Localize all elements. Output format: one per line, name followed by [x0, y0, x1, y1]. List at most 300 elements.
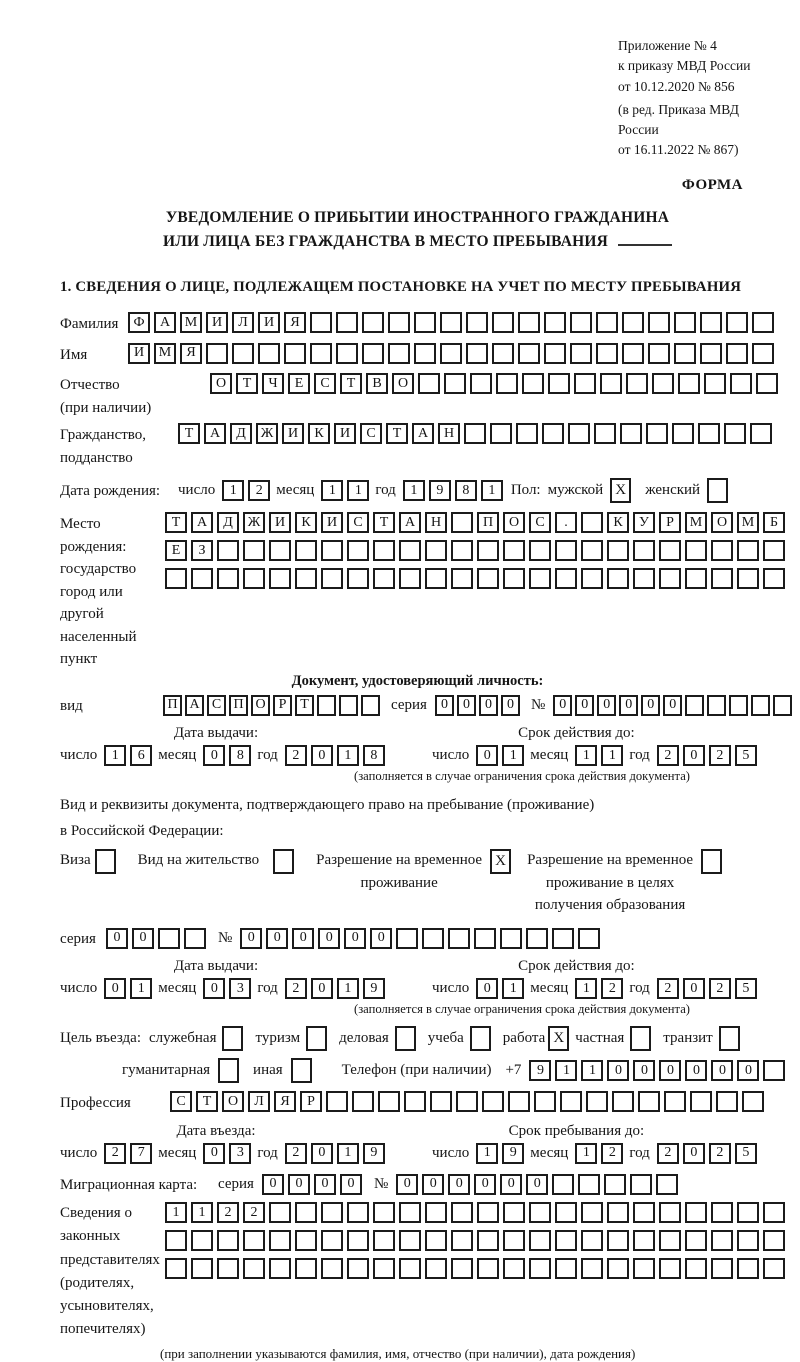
- char-cell[interactable]: [704, 373, 726, 394]
- char-cell[interactable]: 0: [659, 1060, 681, 1081]
- char-cell[interactable]: 0: [132, 928, 154, 949]
- char-cell[interactable]: [529, 1202, 551, 1223]
- char-cell[interactable]: 2: [709, 978, 731, 999]
- char-cell[interactable]: 2: [709, 745, 731, 766]
- char-cell[interactable]: [295, 540, 317, 561]
- char-cell[interactable]: 0: [476, 978, 498, 999]
- char-cell[interactable]: [711, 540, 733, 561]
- char-cell[interactable]: [503, 1230, 525, 1251]
- purpose-turizm-checkbox[interactable]: [306, 1026, 327, 1051]
- char-cell[interactable]: [466, 343, 488, 364]
- char-cell[interactable]: 3: [229, 978, 251, 999]
- char-cell[interactable]: 2: [217, 1202, 239, 1223]
- char-cell[interactable]: [396, 928, 418, 949]
- char-cell[interactable]: [773, 695, 792, 716]
- char-cell[interactable]: [612, 1091, 634, 1112]
- char-cell[interactable]: [568, 423, 590, 444]
- char-cell[interactable]: Ч: [262, 373, 284, 394]
- char-cell[interactable]: [269, 1202, 291, 1223]
- char-cell[interactable]: [600, 373, 622, 394]
- char-cell[interactable]: 0: [106, 928, 128, 949]
- char-cell[interactable]: [578, 1174, 600, 1195]
- char-cell[interactable]: М: [685, 512, 707, 533]
- char-cell[interactable]: [321, 1258, 343, 1279]
- char-cell[interactable]: [700, 312, 722, 333]
- char-cell[interactable]: [243, 540, 265, 561]
- char-cell[interactable]: 9: [502, 1143, 524, 1164]
- char-cell[interactable]: 2: [601, 978, 623, 999]
- char-cell[interactable]: М: [737, 512, 759, 533]
- char-cell[interactable]: [726, 312, 748, 333]
- char-cell[interactable]: [659, 540, 681, 561]
- char-cell[interactable]: [477, 1258, 499, 1279]
- char-cell[interactable]: 0: [203, 978, 225, 999]
- char-cell[interactable]: [552, 1174, 574, 1195]
- char-cell[interactable]: 2: [104, 1143, 126, 1164]
- purpose-inaya-checkbox[interactable]: [291, 1058, 312, 1083]
- char-cell[interactable]: 1: [337, 1143, 359, 1164]
- char-cell[interactable]: [347, 1202, 369, 1223]
- char-cell[interactable]: 5: [735, 1143, 757, 1164]
- char-cell[interactable]: [373, 1258, 395, 1279]
- char-cell[interactable]: И: [321, 512, 343, 533]
- char-cell[interactable]: 1: [222, 480, 244, 501]
- char-cell[interactable]: [763, 1202, 785, 1223]
- char-cell[interactable]: [425, 1202, 447, 1223]
- char-cell[interactable]: С: [347, 512, 369, 533]
- char-cell[interactable]: 0: [711, 1060, 733, 1081]
- char-cell[interactable]: [399, 540, 421, 561]
- char-cell[interactable]: [232, 343, 254, 364]
- char-cell[interactable]: [425, 1230, 447, 1251]
- char-cell[interactable]: И: [258, 312, 280, 333]
- purpose-sluzhebnaya-checkbox[interactable]: [222, 1026, 243, 1051]
- char-cell[interactable]: 0: [203, 745, 225, 766]
- char-cell[interactable]: 0: [619, 695, 638, 716]
- char-cell[interactable]: [750, 423, 772, 444]
- char-cell[interactable]: 0: [663, 695, 682, 716]
- char-cell[interactable]: [529, 1230, 551, 1251]
- char-cell[interactable]: [542, 423, 564, 444]
- char-cell[interactable]: [352, 1091, 374, 1112]
- char-cell[interactable]: [690, 1091, 712, 1112]
- char-cell[interactable]: Т: [295, 695, 314, 716]
- char-cell[interactable]: 0: [288, 1174, 310, 1195]
- char-cell[interactable]: [295, 1230, 317, 1251]
- sex-male-checkbox[interactable]: X: [610, 478, 631, 503]
- char-cell[interactable]: Т: [178, 423, 200, 444]
- char-cell[interactable]: Т: [373, 512, 395, 533]
- char-cell[interactable]: [466, 312, 488, 333]
- char-cell[interactable]: [430, 1091, 452, 1112]
- char-cell[interactable]: Т: [386, 423, 408, 444]
- char-cell[interactable]: 0: [311, 745, 333, 766]
- char-cell[interactable]: [648, 312, 670, 333]
- char-cell[interactable]: С: [314, 373, 336, 394]
- char-cell[interactable]: [373, 540, 395, 561]
- char-cell[interactable]: [191, 1258, 213, 1279]
- char-cell[interactable]: [630, 1174, 652, 1195]
- char-cell[interactable]: 1: [347, 480, 369, 501]
- char-cell[interactable]: 2: [657, 978, 679, 999]
- char-cell[interactable]: [477, 1230, 499, 1251]
- char-cell[interactable]: 0: [500, 1174, 522, 1195]
- char-cell[interactable]: [451, 1230, 473, 1251]
- char-cell[interactable]: [607, 1258, 629, 1279]
- char-cell[interactable]: [526, 928, 548, 949]
- char-cell[interactable]: И: [206, 312, 228, 333]
- char-cell[interactable]: [672, 423, 694, 444]
- purpose-gumanitarnaya-checkbox[interactable]: [218, 1058, 239, 1083]
- char-cell[interactable]: [726, 343, 748, 364]
- char-cell[interactable]: [742, 1091, 764, 1112]
- char-cell[interactable]: [659, 1202, 681, 1223]
- char-cell[interactable]: 0: [292, 928, 314, 949]
- char-cell[interactable]: [724, 423, 746, 444]
- char-cell[interactable]: 0: [240, 928, 262, 949]
- char-cell[interactable]: [711, 568, 733, 589]
- char-cell[interactable]: [756, 373, 778, 394]
- char-cell[interactable]: [674, 312, 696, 333]
- char-cell[interactable]: [492, 312, 514, 333]
- char-cell[interactable]: [763, 568, 785, 589]
- char-cell[interactable]: П: [229, 695, 248, 716]
- char-cell[interactable]: [321, 540, 343, 561]
- char-cell[interactable]: [751, 695, 770, 716]
- char-cell[interactable]: [347, 540, 369, 561]
- char-cell[interactable]: 1: [337, 745, 359, 766]
- char-cell[interactable]: 1: [575, 1143, 597, 1164]
- char-cell[interactable]: О: [392, 373, 414, 394]
- char-cell[interactable]: [596, 343, 618, 364]
- char-cell[interactable]: [321, 1230, 343, 1251]
- char-cell[interactable]: [165, 1230, 187, 1251]
- char-cell[interactable]: [737, 1258, 759, 1279]
- char-cell[interactable]: [404, 1091, 426, 1112]
- char-cell[interactable]: 2: [285, 745, 307, 766]
- char-cell[interactable]: [347, 1258, 369, 1279]
- char-cell[interactable]: [440, 343, 462, 364]
- char-cell[interactable]: [581, 1230, 603, 1251]
- char-cell[interactable]: [284, 343, 306, 364]
- char-cell[interactable]: [399, 1258, 421, 1279]
- char-cell[interactable]: 0: [340, 1174, 362, 1195]
- char-cell[interactable]: [425, 1258, 447, 1279]
- char-cell[interactable]: [448, 928, 470, 949]
- char-cell[interactable]: [378, 1091, 400, 1112]
- char-cell[interactable]: [336, 343, 358, 364]
- char-cell[interactable]: 9: [429, 480, 451, 501]
- char-cell[interactable]: [685, 1230, 707, 1251]
- char-cell[interactable]: 0: [203, 1143, 225, 1164]
- char-cell[interactable]: [451, 1202, 473, 1223]
- char-cell[interactable]: 0: [607, 1060, 629, 1081]
- char-cell[interactable]: [685, 1258, 707, 1279]
- char-cell[interactable]: [529, 540, 551, 561]
- char-cell[interactable]: О: [711, 512, 733, 533]
- char-cell[interactable]: 5: [735, 978, 757, 999]
- char-cell[interactable]: [620, 423, 642, 444]
- char-cell[interactable]: [581, 568, 603, 589]
- char-cell[interactable]: Б: [763, 512, 785, 533]
- char-cell[interactable]: А: [191, 512, 213, 533]
- char-cell[interactable]: [548, 373, 570, 394]
- char-cell[interactable]: [217, 1258, 239, 1279]
- char-cell[interactable]: О: [222, 1091, 244, 1112]
- char-cell[interactable]: 1: [575, 745, 597, 766]
- char-cell[interactable]: [456, 1091, 478, 1112]
- char-cell[interactable]: [425, 568, 447, 589]
- char-cell[interactable]: З: [191, 540, 213, 561]
- char-cell[interactable]: [470, 373, 492, 394]
- char-cell[interactable]: [633, 1230, 655, 1251]
- char-cell[interactable]: [474, 928, 496, 949]
- char-cell[interactable]: 0: [476, 745, 498, 766]
- purpose-tranzit-checkbox[interactable]: [719, 1026, 740, 1051]
- char-cell[interactable]: [685, 568, 707, 589]
- char-cell[interactable]: [664, 1091, 686, 1112]
- char-cell[interactable]: [269, 1258, 291, 1279]
- char-cell[interactable]: 0: [597, 695, 616, 716]
- char-cell[interactable]: А: [412, 423, 434, 444]
- purpose-rabota-checkbox[interactable]: X: [548, 1026, 569, 1051]
- char-cell[interactable]: 0: [683, 978, 705, 999]
- char-cell[interactable]: [586, 1091, 608, 1112]
- char-cell[interactable]: [570, 343, 592, 364]
- char-cell[interactable]: Д: [217, 512, 239, 533]
- char-cell[interactable]: [362, 343, 384, 364]
- char-cell[interactable]: Я: [180, 343, 202, 364]
- char-cell[interactable]: [607, 1230, 629, 1251]
- char-cell[interactable]: [269, 568, 291, 589]
- char-cell[interactable]: М: [180, 312, 202, 333]
- char-cell[interactable]: [191, 1230, 213, 1251]
- char-cell[interactable]: [544, 343, 566, 364]
- char-cell[interactable]: О: [251, 695, 270, 716]
- char-cell[interactable]: 0: [396, 1174, 418, 1195]
- char-cell[interactable]: [347, 568, 369, 589]
- char-cell[interactable]: Т: [165, 512, 187, 533]
- char-cell[interactable]: [399, 1202, 421, 1223]
- char-cell[interactable]: [574, 373, 596, 394]
- char-cell[interactable]: [206, 343, 228, 364]
- char-cell[interactable]: [373, 568, 395, 589]
- char-cell[interactable]: [659, 1258, 681, 1279]
- char-cell[interactable]: [578, 928, 600, 949]
- char-cell[interactable]: 1: [502, 745, 524, 766]
- char-cell[interactable]: А: [154, 312, 176, 333]
- sex-female-checkbox[interactable]: [707, 478, 728, 503]
- char-cell[interactable]: 0: [318, 928, 340, 949]
- char-cell[interactable]: [659, 1230, 681, 1251]
- char-cell[interactable]: И: [269, 512, 291, 533]
- char-cell[interactable]: 0: [501, 695, 520, 716]
- char-cell[interactable]: 1: [130, 978, 152, 999]
- char-cell[interactable]: [607, 568, 629, 589]
- char-cell[interactable]: [707, 695, 726, 716]
- char-cell[interactable]: [321, 1202, 343, 1223]
- char-cell[interactable]: И: [282, 423, 304, 444]
- char-cell[interactable]: 2: [243, 1202, 265, 1223]
- char-cell[interactable]: [607, 540, 629, 561]
- char-cell[interactable]: [165, 1258, 187, 1279]
- char-cell[interactable]: [477, 540, 499, 561]
- char-cell[interactable]: 1: [165, 1202, 187, 1223]
- char-cell[interactable]: [362, 312, 384, 333]
- char-cell[interactable]: 9: [363, 1143, 385, 1164]
- char-cell[interactable]: П: [163, 695, 182, 716]
- char-cell[interactable]: 1: [403, 480, 425, 501]
- char-cell[interactable]: [373, 1230, 395, 1251]
- char-cell[interactable]: С: [529, 512, 551, 533]
- char-cell[interactable]: [347, 1230, 369, 1251]
- char-cell[interactable]: 2: [657, 745, 679, 766]
- char-cell[interactable]: [295, 1258, 317, 1279]
- char-cell[interactable]: 1: [502, 978, 524, 999]
- char-cell[interactable]: [373, 1202, 395, 1223]
- char-cell[interactable]: 8: [229, 745, 251, 766]
- edu-residence-permit-checkbox[interactable]: [701, 849, 722, 874]
- char-cell[interactable]: [534, 1091, 556, 1112]
- char-cell[interactable]: [594, 423, 616, 444]
- char-cell[interactable]: 1: [575, 978, 597, 999]
- char-cell[interactable]: [414, 343, 436, 364]
- char-cell[interactable]: [607, 1202, 629, 1223]
- char-cell[interactable]: 0: [314, 1174, 336, 1195]
- char-cell[interactable]: А: [399, 512, 421, 533]
- char-cell[interactable]: 0: [479, 695, 498, 716]
- char-cell[interactable]: [477, 568, 499, 589]
- char-cell[interactable]: 0: [683, 745, 705, 766]
- char-cell[interactable]: [336, 312, 358, 333]
- char-cell[interactable]: [570, 312, 592, 333]
- char-cell[interactable]: [700, 343, 722, 364]
- char-cell[interactable]: [243, 1258, 265, 1279]
- char-cell[interactable]: [217, 1230, 239, 1251]
- char-cell[interactable]: 0: [422, 1174, 444, 1195]
- char-cell[interactable]: [581, 540, 603, 561]
- char-cell[interactable]: [529, 568, 551, 589]
- char-cell[interactable]: Н: [438, 423, 460, 444]
- temp-residence-permit-checkbox[interactable]: X: [490, 849, 511, 874]
- char-cell[interactable]: [737, 1202, 759, 1223]
- char-cell[interactable]: [321, 568, 343, 589]
- char-cell[interactable]: [422, 928, 444, 949]
- char-cell[interactable]: [544, 312, 566, 333]
- char-cell[interactable]: [310, 343, 332, 364]
- char-cell[interactable]: 6: [130, 745, 152, 766]
- char-cell[interactable]: 0: [311, 1143, 333, 1164]
- char-cell[interactable]: [685, 695, 704, 716]
- char-cell[interactable]: [604, 1174, 626, 1195]
- char-cell[interactable]: [560, 1091, 582, 1112]
- char-cell[interactable]: Л: [232, 312, 254, 333]
- char-cell[interactable]: [737, 540, 759, 561]
- char-cell[interactable]: 0: [266, 928, 288, 949]
- char-cell[interactable]: 0: [474, 1174, 496, 1195]
- char-cell[interactable]: О: [503, 512, 525, 533]
- char-cell[interactable]: [633, 568, 655, 589]
- char-cell[interactable]: И: [334, 423, 356, 444]
- char-cell[interactable]: [659, 568, 681, 589]
- char-cell[interactable]: [711, 1258, 733, 1279]
- char-cell[interactable]: [295, 1202, 317, 1223]
- char-cell[interactable]: [552, 928, 574, 949]
- char-cell[interactable]: У: [633, 512, 655, 533]
- char-cell[interactable]: [698, 423, 720, 444]
- char-cell[interactable]: [503, 1202, 525, 1223]
- char-cell[interactable]: 1: [601, 745, 623, 766]
- char-cell[interactable]: [518, 343, 540, 364]
- char-cell[interactable]: [490, 423, 512, 444]
- char-cell[interactable]: 0: [448, 1174, 470, 1195]
- char-cell[interactable]: [508, 1091, 530, 1112]
- char-cell[interactable]: [243, 1230, 265, 1251]
- char-cell[interactable]: О: [210, 373, 232, 394]
- char-cell[interactable]: [518, 312, 540, 333]
- char-cell[interactable]: 2: [657, 1143, 679, 1164]
- char-cell[interactable]: [763, 540, 785, 561]
- char-cell[interactable]: [464, 423, 486, 444]
- char-cell[interactable]: А: [185, 695, 204, 716]
- char-cell[interactable]: Р: [659, 512, 681, 533]
- char-cell[interactable]: [451, 568, 473, 589]
- char-cell[interactable]: [399, 568, 421, 589]
- char-cell[interactable]: Т: [340, 373, 362, 394]
- char-cell[interactable]: [165, 568, 187, 589]
- char-cell[interactable]: Н: [425, 512, 447, 533]
- visa-checkbox[interactable]: [95, 849, 116, 874]
- char-cell[interactable]: Д: [230, 423, 252, 444]
- char-cell[interactable]: 9: [529, 1060, 551, 1081]
- char-cell[interactable]: 1: [555, 1060, 577, 1081]
- char-cell[interactable]: 0: [633, 1060, 655, 1081]
- char-cell[interactable]: 1: [581, 1060, 603, 1081]
- char-cell[interactable]: [646, 423, 668, 444]
- char-cell[interactable]: 0: [370, 928, 392, 949]
- char-cell[interactable]: [622, 312, 644, 333]
- char-cell[interactable]: [388, 312, 410, 333]
- char-cell[interactable]: [310, 312, 332, 333]
- char-cell[interactable]: [633, 1202, 655, 1223]
- char-cell[interactable]: К: [607, 512, 629, 533]
- char-cell[interactable]: 0: [435, 695, 454, 716]
- char-cell[interactable]: [716, 1091, 738, 1112]
- char-cell[interactable]: 1: [476, 1143, 498, 1164]
- char-cell[interactable]: [656, 1174, 678, 1195]
- char-cell[interactable]: 2: [709, 1143, 731, 1164]
- char-cell[interactable]: 1: [104, 745, 126, 766]
- char-cell[interactable]: [529, 1258, 551, 1279]
- char-cell[interactable]: [326, 1091, 348, 1112]
- char-cell[interactable]: 0: [526, 1174, 548, 1195]
- char-cell[interactable]: [581, 1258, 603, 1279]
- char-cell[interactable]: [451, 1258, 473, 1279]
- char-cell[interactable]: К: [295, 512, 317, 533]
- char-cell[interactable]: А: [204, 423, 226, 444]
- char-cell[interactable]: 0: [737, 1060, 759, 1081]
- char-cell[interactable]: С: [207, 695, 226, 716]
- char-cell[interactable]: [633, 540, 655, 561]
- char-cell[interactable]: [269, 540, 291, 561]
- char-cell[interactable]: [361, 695, 380, 716]
- char-cell[interactable]: [730, 373, 752, 394]
- char-cell[interactable]: .: [555, 512, 577, 533]
- char-cell[interactable]: [678, 373, 700, 394]
- char-cell[interactable]: Е: [288, 373, 310, 394]
- char-cell[interactable]: [763, 1230, 785, 1251]
- char-cell[interactable]: [295, 568, 317, 589]
